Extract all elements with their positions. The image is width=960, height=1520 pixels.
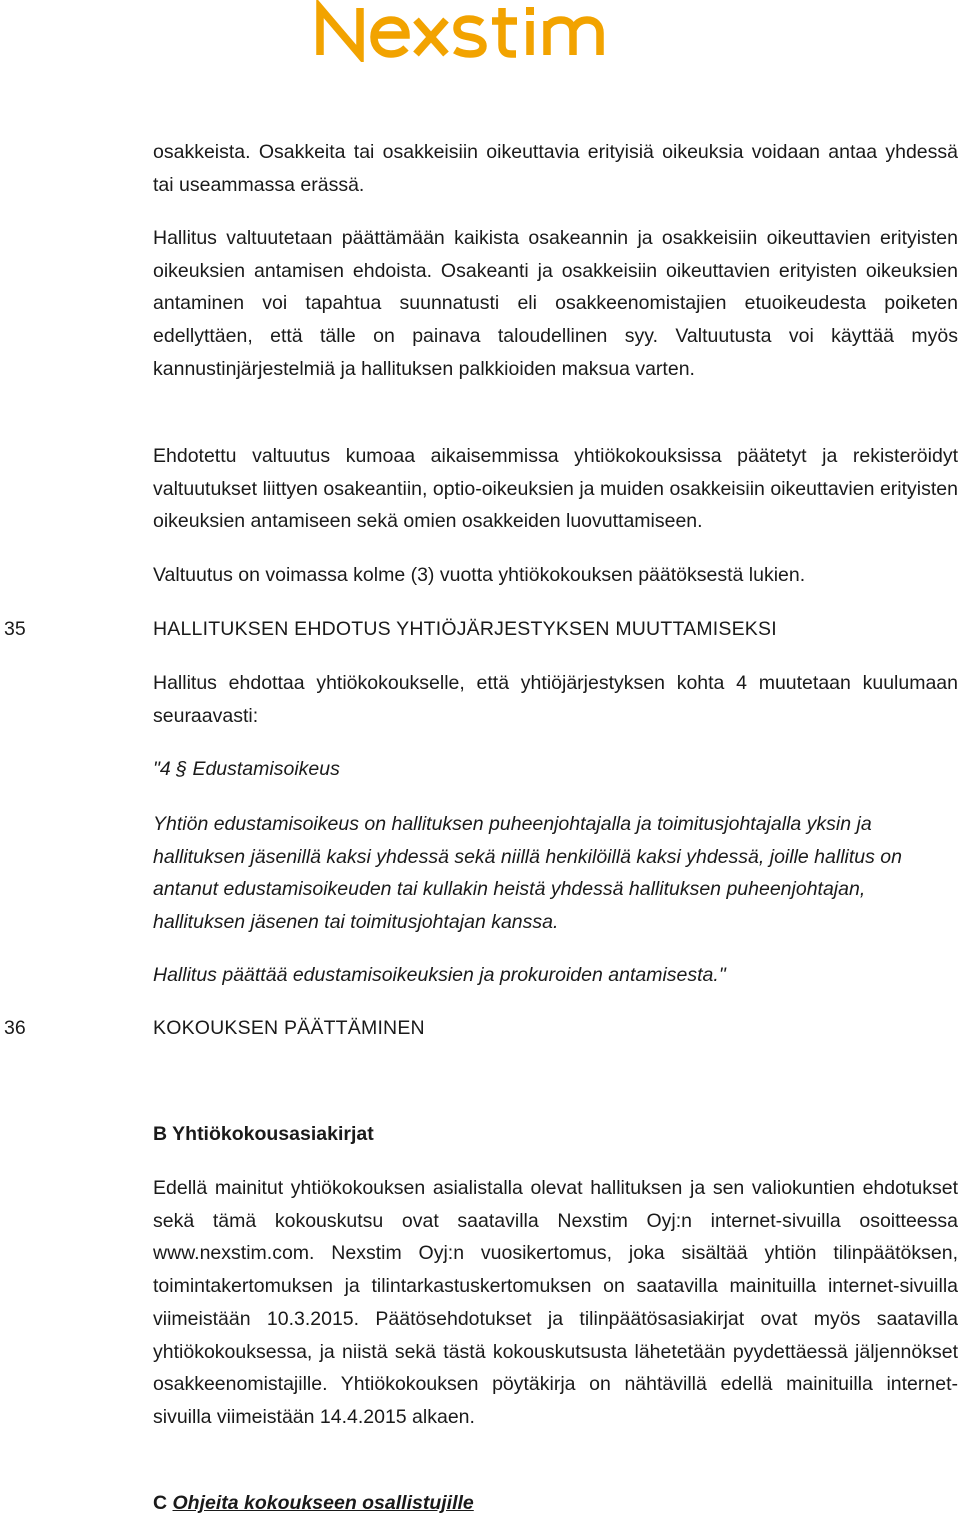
paragraph-board-authorization: Hallitus valtuutetaan päättämään kaikista osakeannin ja osakkeisiin oikeuttavien erityisten oikeuksien antamisen ehdoista. Osakeanti ja osakkeisiin oikeuttavien erityisten oikeuksien antaminen voi tapahtua suunnatusti eli osakkeenomistajien etuoikeudesta poiketen edellyttäen, että tälle on painava taloudellinen syy. Valtuutusta voi käyttää myös kannustinjärjestelmiä ja hallituksen palkkioiden maksua varten.: [153, 227, 958, 380]
paragraph-share-issue-tail: osakkeista. Osakkeita tai osakkeisiin oikeuttavia erityisiä oikeuksia voidaan antaa yhdessä tai useammassa erässä.: [153, 141, 958, 196]
section-b-body: [153, 1172, 958, 1434]
section-number-35: 35: [4, 618, 26, 640]
section-b-body-part1: Edellä mainitut yhtiökokouksen asialistalla olevat hallituksen ja sen valiokuntien ehdotukset sekä tämä kokouskutsu ovat saatavilla Nexstim Oyj:n internet-sivuilla osoitteessa: [153, 1177, 958, 1232]
quote-body: Yhtiön edustamisoikeus on hallituksen puheenjohtajalla ja toimitusjohtajalla yksin ja hallituksen jäsenillä kaksi yhdessä sekä niillä henkilöillä kaksi yhdessä, joille hallitus on antanut edustamisoikeuden tai kullakin heistä yhdessä hallituksen puheenjohtajan, hallituksen jäsenen tai toimitusjohtajan kanssa.: [153, 813, 902, 934]
section-b-body-part2: . Nexstim Oyj:n vuosikertomus, joka sisältää yhtiön tilinpäätöksen, toimintakertomuksen ja tilintarkastuskertomuksen on saatavilla mainituilla internet-sivuilla viimeistään 10.3.2015. Päätösehdotukset ja tilinpäätösasiakirjat ovat myös saatavilla yhtiökokouksessa, ja niistä sekä tästä kokouskutsusta lähetetään pyydettäessä jäljennökset osakkeenomistajille. Yhtiökokouksen pöytäkirja on nähtävillä edellä mainituilla internet-sivuilla viimeistään 14.4.2015 alkaen.: [153, 1242, 958, 1428]
nexstim-logo: [314, 0, 646, 62]
paragraph-revoke-previous: Ehdotettu valtuutus kumoaa aikaisemmissa yhtiökokouksissa päätetyt ja rekisteröidyt valtuutukset liittyen osakeantiin, optio-oikeuksien ja muiden osakkeisiin oikeuttavien erityisten oikeuksien antamiseen sekä omien osakkeiden luovuttamiseen.: [153, 445, 958, 533]
section-b-title: B Yhtiökokousasiakirjat: [153, 1123, 374, 1145]
section-c-title-text: Ohjeita kokoukseen osallistujille: [172, 1492, 474, 1514]
paragraph-validity: Valtuutus on voimassa kolme (3) vuotta yhtiökokouksen päätöksestä lukien.: [153, 564, 806, 586]
nexstim-website-link[interactable]: www.nexstim.com: [153, 1242, 310, 1265]
quote-heading: "4 § Edustamisoikeus: [153, 758, 340, 780]
paragraph-board-proposal: Hallitus ehdottaa yhtiökokoukselle, että yhtiöjärjestyksen kohta 4 muutetaan kuulumaan seuraavasti:: [153, 672, 958, 727]
section-c-prefix: C: [153, 1492, 173, 1514]
nexstim-logo-graphic: [314, 0, 646, 62]
quote-end: Hallitus päättää edustamisoikeuksien ja prokuroiden antamisesta.": [153, 964, 726, 986]
section-title-36: KOKOUKSEN PÄÄTTÄMINEN: [153, 1017, 425, 1039]
section-number-36: 36: [4, 1017, 26, 1039]
section-title-35: HALLITUKSEN EHDOTUS YHTIÖJÄRJESTYKSEN MUUTTAMISEKSI: [153, 618, 777, 640]
section-c-title: [153, 1487, 958, 1520]
